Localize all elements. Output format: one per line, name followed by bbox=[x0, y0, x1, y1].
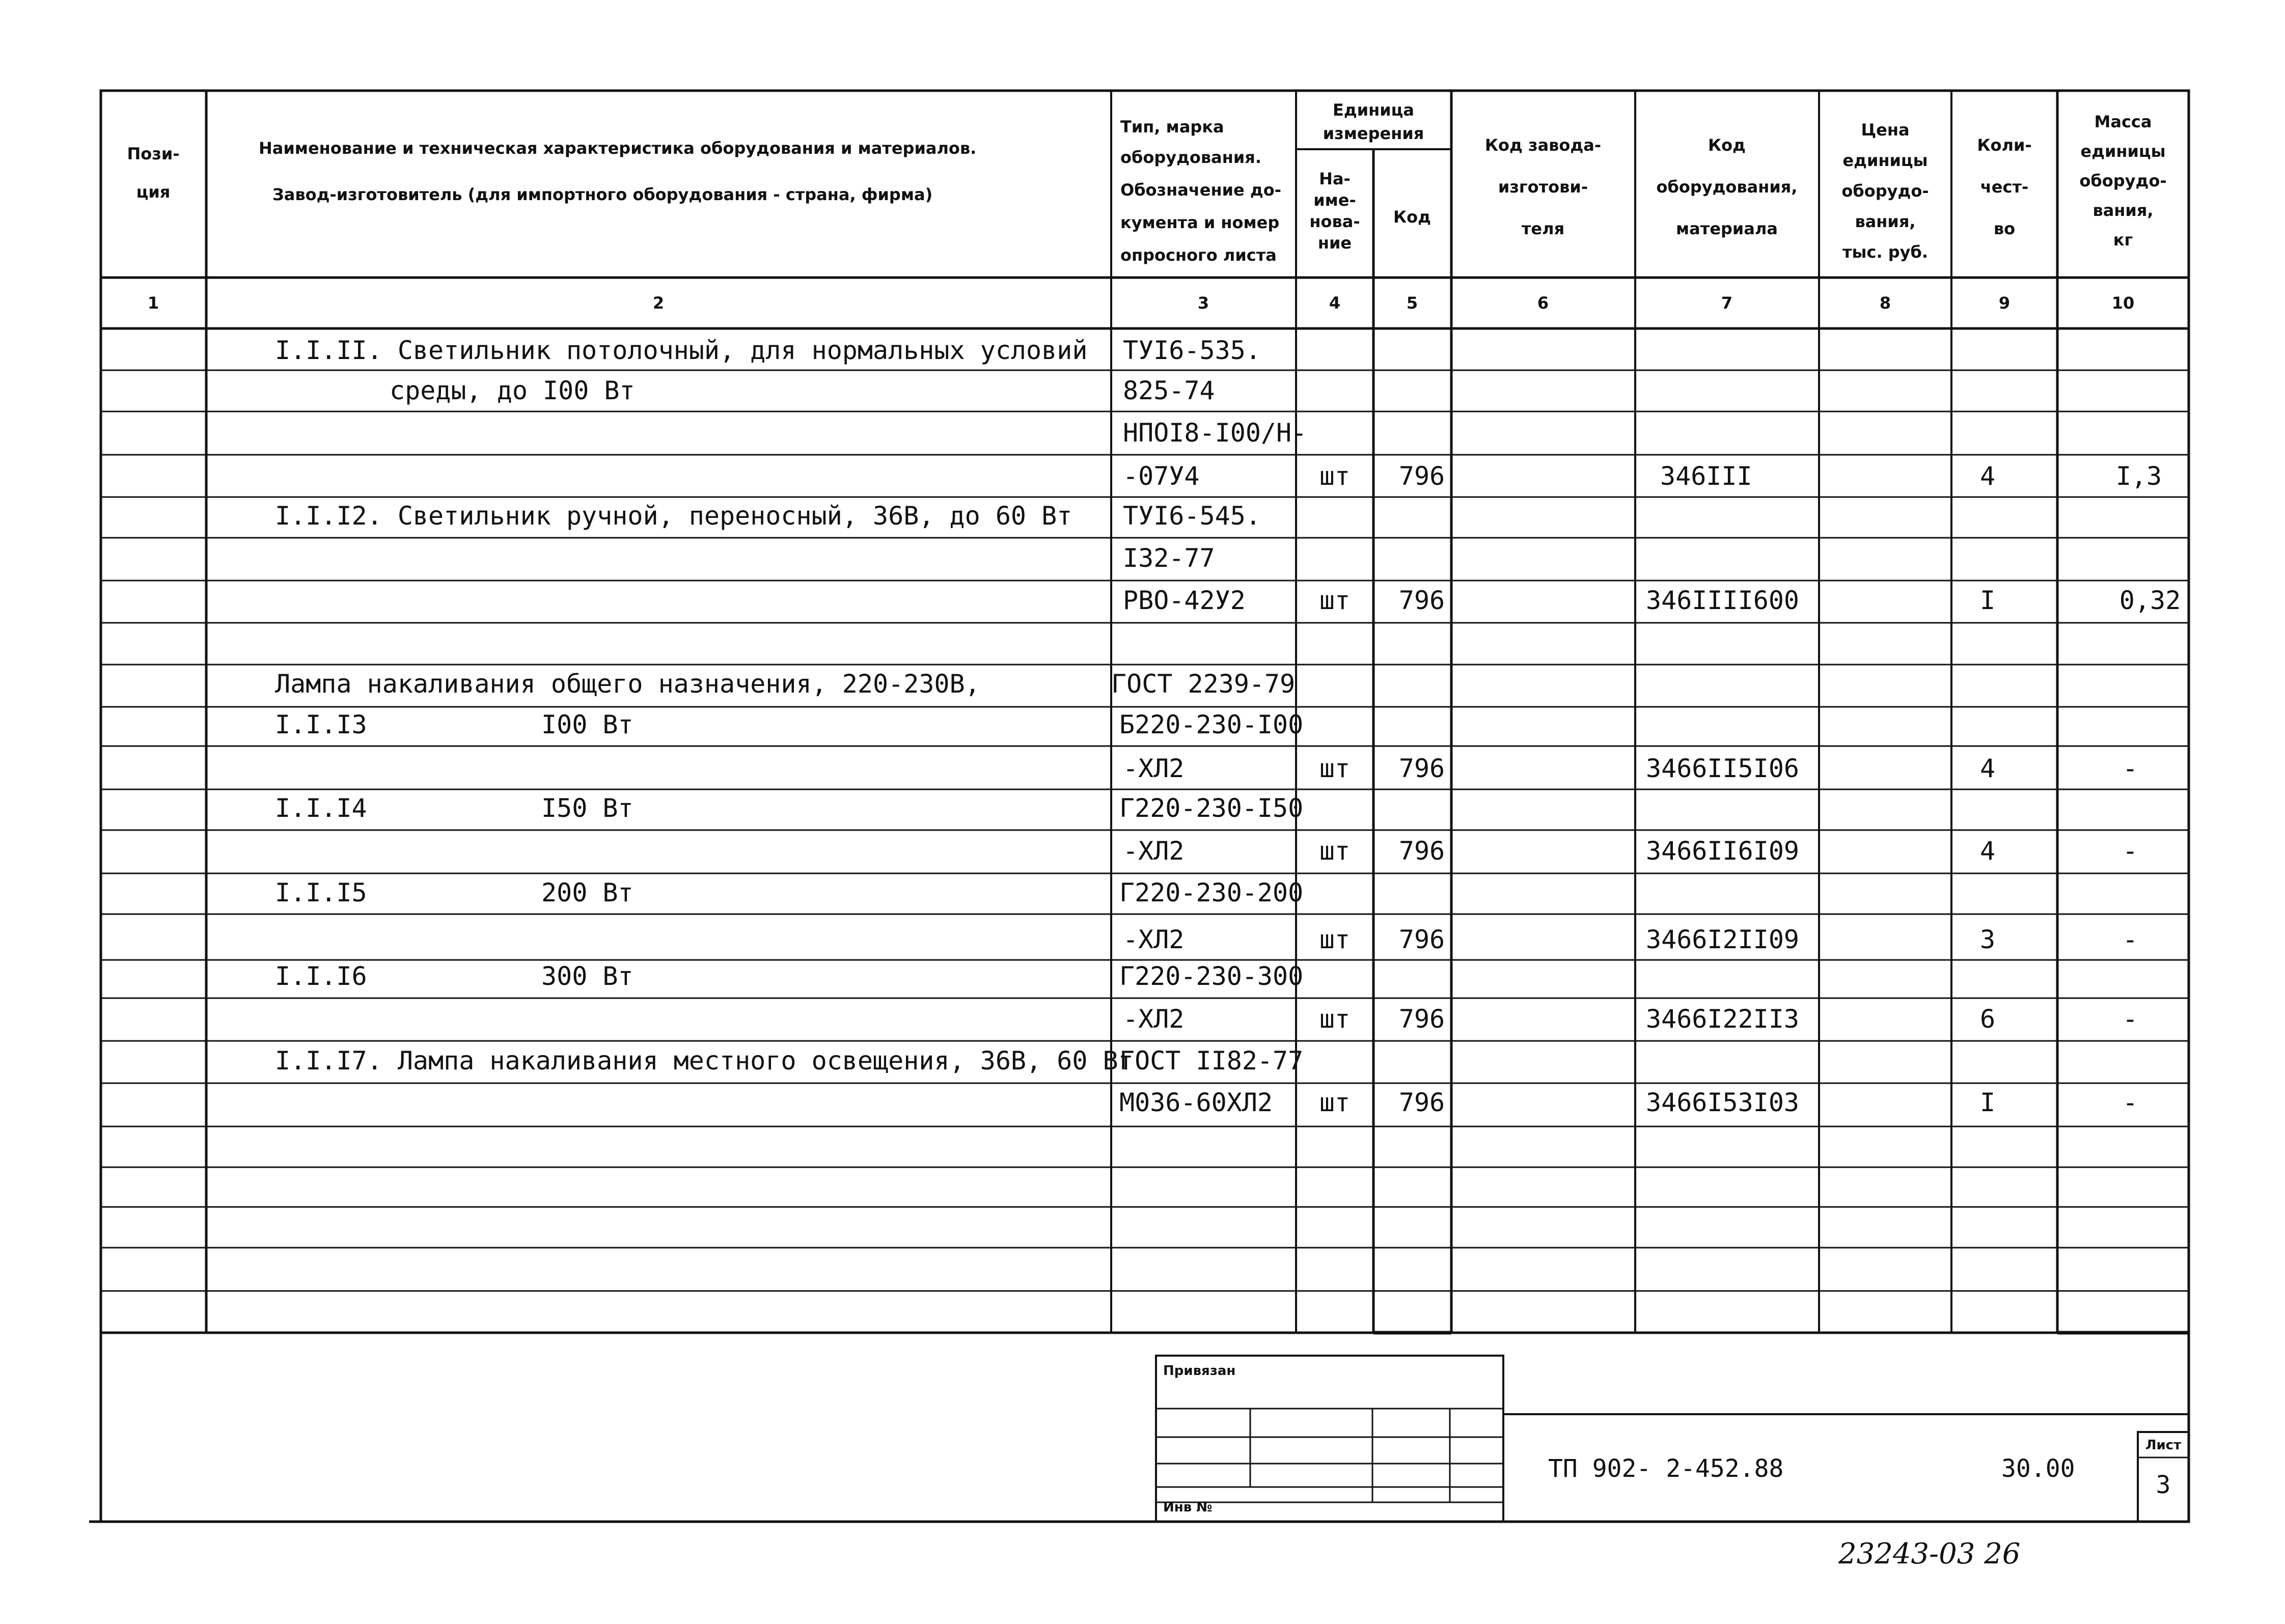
hdr-uname-4: ние bbox=[1317, 233, 1352, 253]
item-type: М036-60ХЛ2 bbox=[1119, 1088, 1273, 1117]
col-number: 8 bbox=[1879, 293, 1891, 313]
item-unit: шт bbox=[1319, 461, 1351, 491]
item-unit-code: 796 bbox=[1398, 754, 1445, 783]
hdr-type-4: кумента и номер bbox=[1120, 213, 1280, 232]
hdr-type-5: опросного листа bbox=[1120, 245, 1277, 265]
section-code: 30.00 bbox=[2001, 1454, 2075, 1483]
item-type: -07У4 bbox=[1123, 461, 1200, 491]
hdr-qty-2: чест- bbox=[1980, 177, 2029, 197]
column-numbers bbox=[148, 293, 2134, 313]
item-unit-code: 796 bbox=[1398, 925, 1445, 954]
col-number: 3 bbox=[1197, 293, 1209, 313]
hdr-uname-3: нова- bbox=[1309, 212, 1360, 231]
item-name: I.I.II. Светильник потолочный, для нормальных условий bbox=[275, 336, 1088, 365]
item-type: ГОСТ 2239-79 bbox=[1111, 669, 1296, 699]
hdr-plant-1: Код завода- bbox=[1484, 135, 1602, 155]
hdr-mass-3: оборудо- bbox=[2079, 171, 2167, 190]
item-position: I.I.I4 bbox=[275, 793, 367, 823]
item-name: I.I.I2. Светильник ручной, переносный, 36В, до 60 Вт bbox=[275, 501, 1072, 531]
col-number: 2 bbox=[652, 293, 665, 313]
item-quantity: 4 bbox=[1979, 461, 1996, 491]
hdr-unit-1: Единица bbox=[1333, 100, 1414, 120]
hdr-name-1: Наименование и техническая характеристика оборудования и материалов. bbox=[259, 139, 977, 158]
item-material-code: 3466I22II3 bbox=[1646, 1004, 1800, 1034]
item-name: среды, до I00 Вт bbox=[390, 376, 635, 405]
item-quantity: 6 bbox=[1979, 1004, 1996, 1034]
hdr-unit-2: измерения bbox=[1323, 124, 1424, 143]
item-name: I50 Вт bbox=[541, 793, 634, 823]
item-unit-code: 796 bbox=[1398, 586, 1445, 615]
col-number: 1 bbox=[147, 293, 159, 313]
item-type: НПOI8-I00/H- bbox=[1123, 418, 1307, 448]
hdr-type-1: Тип, марка bbox=[1120, 117, 1224, 136]
hdr-mass-1: Масса bbox=[2094, 112, 2152, 131]
item-quantity: 4 bbox=[1979, 754, 1996, 783]
hdr-ucode: Код bbox=[1393, 207, 1431, 227]
handwritten-archive-number: 23243-03 26 bbox=[1838, 1537, 2021, 1571]
hdr-price-2: единицы bbox=[1842, 151, 1928, 170]
item-unit: шт bbox=[1319, 586, 1351, 615]
bound-label: Привязан bbox=[1163, 1363, 1236, 1379]
item-unit-code: 796 bbox=[1398, 1088, 1445, 1117]
hdr-matcode-1: Код bbox=[1708, 135, 1746, 155]
hdr-mass-2: единицы bbox=[2080, 142, 2166, 161]
item-type: I32-77 bbox=[1123, 543, 1215, 573]
item-type: -ХЛ2 bbox=[1123, 754, 1185, 783]
item-type: Г220-230-I50 bbox=[1119, 793, 1304, 823]
item-mass: - bbox=[2122, 1004, 2138, 1034]
item-mass: - bbox=[2122, 925, 2138, 954]
item-unit-code: 796 bbox=[1398, 836, 1445, 866]
col-number: 5 bbox=[1406, 293, 1418, 313]
item-unit-code: 796 bbox=[1398, 1004, 1445, 1034]
item-material-code: 3466II6I09 bbox=[1646, 836, 1800, 866]
col-number: 4 bbox=[1329, 293, 1341, 313]
item-material-code: 3466I53I03 bbox=[1646, 1088, 1800, 1117]
item-mass: I,3 bbox=[2115, 461, 2162, 491]
hdr-price-3: оборудо- bbox=[1841, 181, 1929, 201]
item-type: РВО-42У2 bbox=[1123, 586, 1246, 615]
item-type: -ХЛ2 bbox=[1123, 925, 1185, 954]
hdr-matcode-2: оборудования, bbox=[1656, 177, 1798, 197]
item-type: -ХЛ2 bbox=[1123, 1004, 1185, 1034]
item-type: -ХЛ2 bbox=[1123, 836, 1185, 866]
item-quantity: 3 bbox=[1979, 925, 1996, 954]
hdr-plant-2: изготови- bbox=[1498, 177, 1588, 197]
title-block bbox=[89, 1356, 2189, 1522]
hdr-name-2: Завод-изготовитель (для импортного оборудования - страна, фирма) bbox=[272, 185, 933, 204]
inventory-label: Инв № bbox=[1163, 1500, 1213, 1515]
item-unit: шт bbox=[1319, 836, 1351, 866]
sheet-label: Лист bbox=[2145, 1438, 2182, 1453]
item-material-code: 3466I2II09 bbox=[1646, 925, 1800, 954]
item-type: Б220-230-I00 bbox=[1119, 710, 1304, 739]
hdr-pos-2: ция bbox=[136, 182, 171, 202]
item-unit: шт bbox=[1319, 1088, 1351, 1117]
item-quantity: I bbox=[1979, 1088, 1996, 1117]
item-name: 200 Вт bbox=[541, 878, 634, 907]
title-block-text bbox=[1163, 1363, 2181, 1571]
item-type: Г220-230-200 bbox=[1119, 878, 1304, 907]
col-number: 6 bbox=[1537, 293, 1549, 313]
col-number: 9 bbox=[1998, 293, 2011, 313]
item-mass: - bbox=[2122, 754, 2138, 783]
hdr-pos-1: Пози- bbox=[127, 144, 180, 163]
item-unit-code: 796 bbox=[1398, 461, 1445, 491]
hdr-matcode-3: материала bbox=[1676, 219, 1778, 238]
hdr-price-1: Цена bbox=[1861, 120, 1910, 140]
hdr-mass-5: кг bbox=[2113, 230, 2133, 250]
item-quantity: I bbox=[1979, 586, 1996, 615]
item-name: 300 Вт bbox=[541, 961, 634, 991]
hdr-uname-1: На- bbox=[1319, 169, 1351, 188]
item-mass: - bbox=[2122, 836, 2138, 866]
item-type: ТУI6-545. bbox=[1123, 501, 1261, 531]
item-unit: шт bbox=[1319, 754, 1351, 783]
hdr-type-3: Обозначение до- bbox=[1120, 180, 1281, 200]
item-type: ГОСТ II82-77 bbox=[1119, 1046, 1304, 1076]
hdr-qty-3: во bbox=[1993, 219, 2016, 238]
hdr-mass-4: вания, bbox=[2093, 201, 2154, 220]
item-mass: - bbox=[2122, 1088, 2138, 1117]
table-body bbox=[275, 336, 2181, 1117]
item-position: I.I.I6 bbox=[275, 961, 367, 991]
item-mass: 0,32 bbox=[2119, 586, 2181, 615]
item-material-code: 346IIII600 bbox=[1646, 586, 1800, 615]
item-quantity: 4 bbox=[1979, 836, 1996, 866]
hdr-qty-1: Коли- bbox=[1977, 135, 2032, 155]
item-name: I.I.I7. Лампа накаливания местного освещения, 36В, 60 Вт bbox=[275, 1046, 1134, 1076]
item-unit: шт bbox=[1319, 925, 1351, 954]
item-type: 825-74 bbox=[1123, 376, 1215, 405]
col-number: 7 bbox=[1721, 293, 1733, 313]
document-code: ТП 902- 2-452.88 bbox=[1548, 1454, 1784, 1483]
item-name: I00 Вт bbox=[541, 710, 634, 739]
hdr-uname-2: име- bbox=[1313, 190, 1356, 210]
hdr-type-2: оборудования. bbox=[1120, 148, 1261, 167]
item-unit: шт bbox=[1319, 1004, 1351, 1034]
item-name: Лампа накаливания общего назначения, 220-230В, bbox=[275, 669, 980, 699]
hdr-price-4: вания, bbox=[1855, 212, 1916, 231]
hdr-price-5: тыс. руб. bbox=[1842, 242, 1929, 262]
hdr-plant-3: теля bbox=[1521, 219, 1565, 238]
item-material-code: 3466II5I06 bbox=[1646, 754, 1800, 783]
item-position: I.I.I3 bbox=[275, 710, 367, 739]
item-material-code: 346III bbox=[1660, 461, 1752, 491]
col-number: 10 bbox=[2111, 293, 2135, 313]
sheet-number: 3 bbox=[2156, 1471, 2171, 1499]
item-position: I.I.I5 bbox=[275, 878, 367, 907]
item-type: Г220-230-300 bbox=[1119, 961, 1304, 991]
item-type: ТУI6-535. bbox=[1123, 336, 1261, 365]
table-header bbox=[127, 100, 2166, 265]
